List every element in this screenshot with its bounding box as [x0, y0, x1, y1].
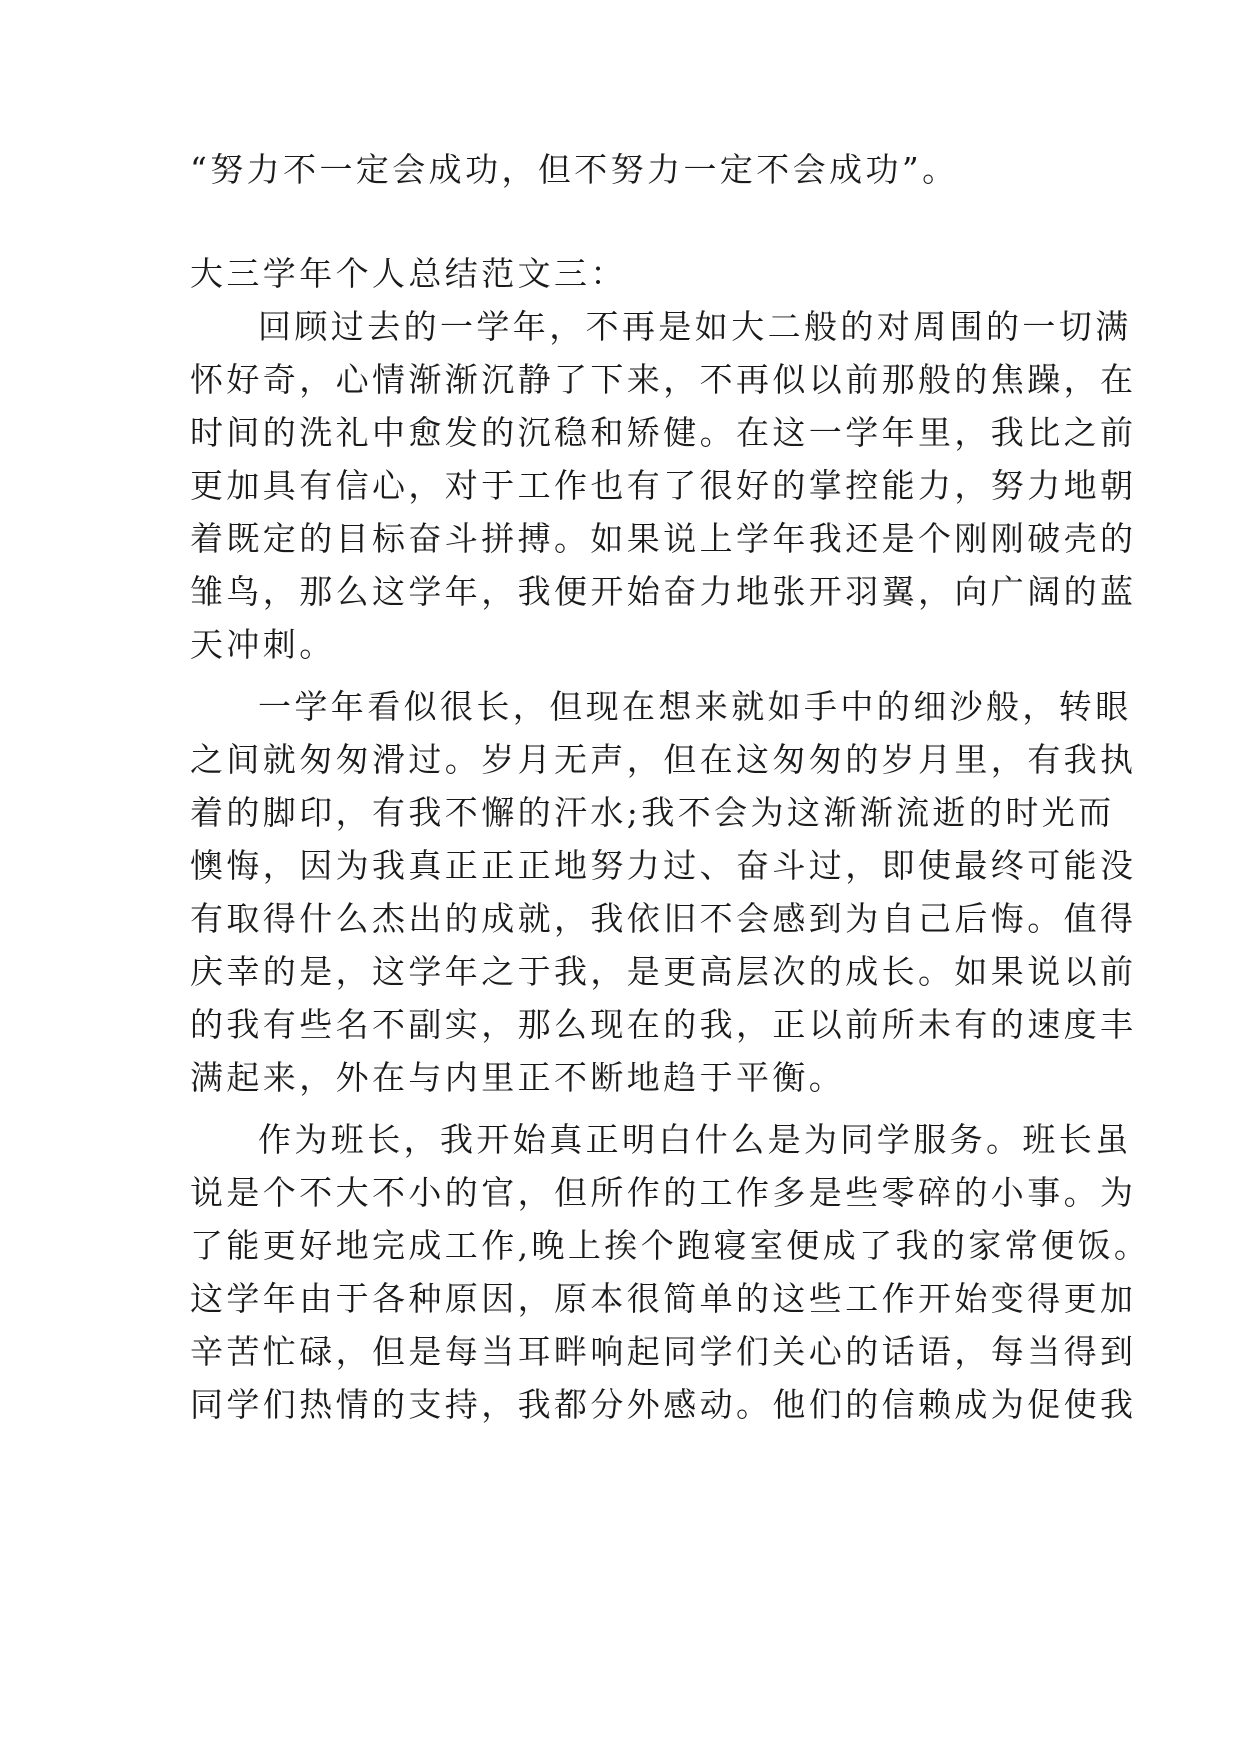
paragraph-line: 庆幸的是，这学年之于我，是更高层次的成长。如果说以前	[190, 952, 1137, 991]
section-title: 大三学年个人总结范文三：	[190, 254, 627, 293]
paragraph-line: 有取得什么杰出的成就，我依旧不会感到为自己后悔。值得	[190, 899, 1137, 938]
quote-line: “努力不一定会成功，但不努力一定不会成功”。	[190, 150, 959, 189]
paragraph-line: 辛苦忙碌，但是每当耳畔响起同学们关心的话语，每当得到	[190, 1332, 1137, 1371]
paragraph-line: 着既定的目标奋斗拼搏。如果说上学年我还是个刚刚破壳的	[190, 519, 1137, 558]
paragraph-line: 一学年看似很长，但现在想来就如手中的细沙般，转眼	[258, 687, 1132, 726]
paragraph-line: 满起来，外在与内里正不断地趋于平衡。	[190, 1058, 846, 1097]
paragraph-line: 雏鸟，那么这学年，我便开始奋力地张开羽翼，向广阔的蓝	[190, 572, 1137, 611]
paragraph-line: 着的脚印，有我不懈的汗水;我不会为这渐渐流逝的时光而	[190, 793, 1115, 832]
paragraph-line: 这学年由于各种原因，原本很简单的这些工作开始变得更加	[190, 1279, 1137, 1318]
paragraph-line: 同学们热情的支持，我都分外感动。他们的信赖成为促使我	[190, 1385, 1137, 1424]
paragraph-line: 之间就匆匆滑过。岁月无声，但在这匆匆的岁月里，有我执	[190, 740, 1137, 779]
paragraph-line: 怀好奇，心情渐渐沉静了下来，不再似以前那般的焦躁，在	[190, 360, 1137, 399]
paragraph-line: 了能更好地完成工作,晚上挨个跑寝室便成了我的家常便饭。	[190, 1226, 1151, 1265]
paragraph-line: 说是个不大不小的官，但所作的工作多是些零碎的小事。为	[190, 1173, 1137, 1212]
paragraph-line: 时间的洗礼中愈发的沉稳和矫健。在这一学年里，我比之前	[190, 413, 1137, 452]
paragraph-line: 懊悔，因为我真正正正地努力过、奋斗过，即使最终可能没	[190, 846, 1137, 885]
paragraph-line: 更加具有信心，对于工作也有了很好的掌控能力，努力地朝	[190, 466, 1137, 505]
paragraph-line: 天冲刺。	[190, 625, 336, 664]
paragraph-line: 回顾过去的一学年，不再是如大二般的对周围的一切满	[258, 307, 1132, 346]
paragraph-line: 的我有些名不副实，那么现在的我，正以前所未有的速度丰	[190, 1005, 1137, 1044]
paragraph-line: 作为班长，我开始真正明白什么是为同学服务。班长虽	[258, 1120, 1132, 1159]
